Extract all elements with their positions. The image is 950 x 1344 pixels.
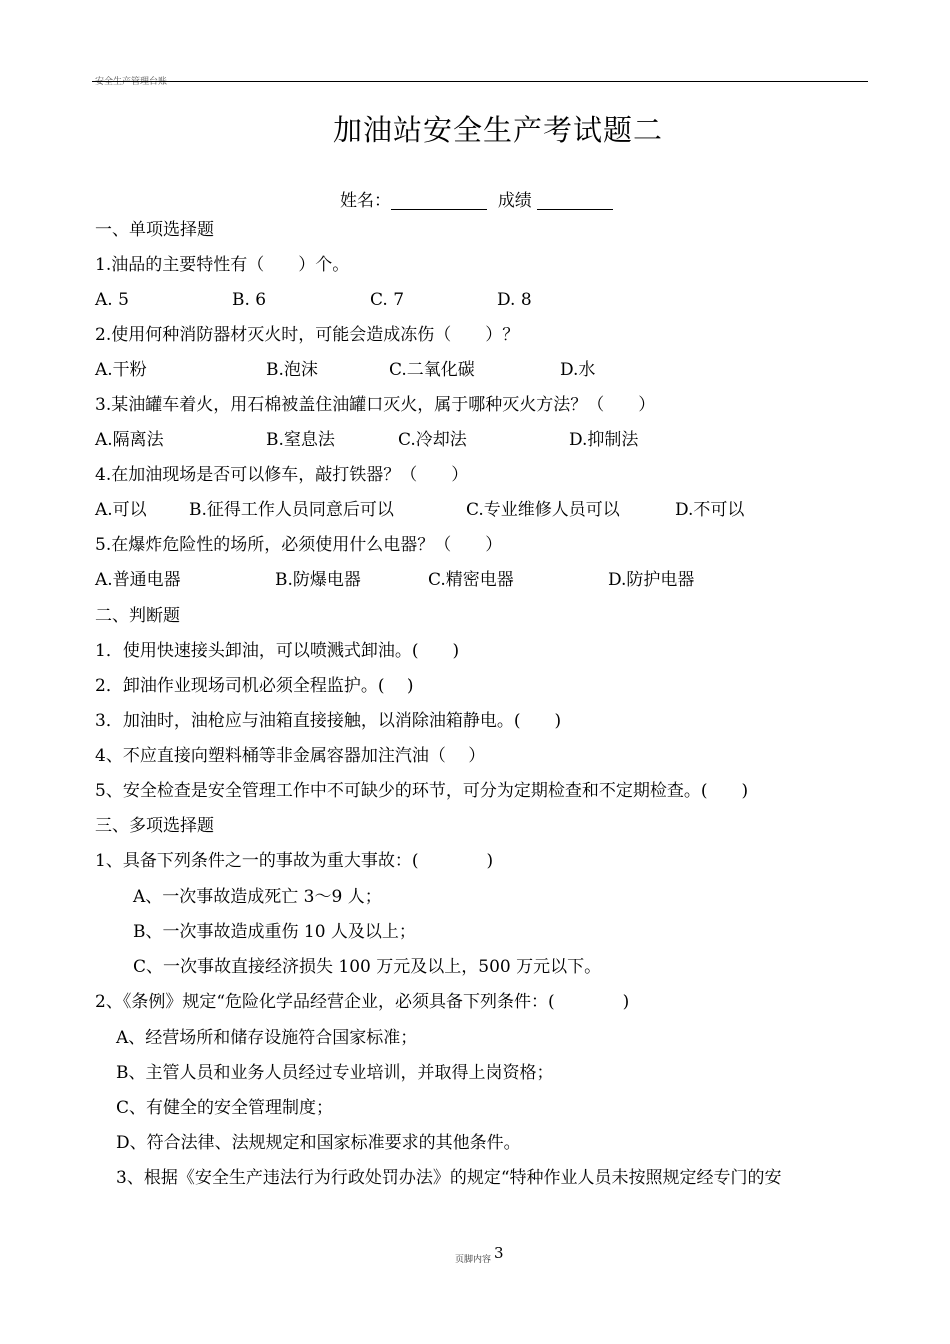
judge-item-4: 4、不应直接向塑料桶等非金属容器加注汽油（ ）	[95, 746, 486, 766]
question-3: 3.某油罐车着火，用石棉被盖住油罐口灭火，属于哪种灭火方法？（ ）	[95, 395, 656, 415]
section-heading-multiple-choice: 三、多项选择题	[95, 816, 214, 836]
q2-option-d: D.水	[560, 360, 596, 380]
q4-option-b: B.征得工作人员同意后可以	[189, 500, 394, 520]
q2-option-c: C.二氧化碳	[389, 360, 475, 380]
q2-option-a: A.干粉	[95, 360, 147, 380]
q1-option-c: C. 7	[370, 290, 405, 310]
score-label: 成绩	[497, 191, 532, 211]
section-heading-single-choice: 一、单项选择题	[95, 220, 214, 240]
multi-question-1: 1、具备下列条件之一的事故为重大事故：( )	[95, 851, 494, 871]
q3-option-c: C.冷却法	[398, 430, 467, 450]
running-header: 安全生产管理台账	[95, 77, 168, 87]
q4-option-d: D.不可以	[675, 500, 745, 520]
q4-option-a: A.可以	[95, 500, 147, 520]
page-number: 3	[494, 1244, 504, 1262]
multi-question-2: 2、《条例》规定“危险化学品经营企业，必须具备下列条件：( )	[95, 992, 630, 1012]
multi-question-3: 3、根据《安全生产违法行为行政处罚办法》的规定“特种作业人员未按照规定经专门的安	[116, 1168, 782, 1188]
q1-option-b: B. 6	[232, 290, 267, 310]
q5-option-d: D.防护电器	[608, 570, 695, 590]
q1-option-d: D. 8	[497, 290, 532, 310]
score-blank	[537, 191, 613, 210]
multi1-option-c: C、一次事故直接经济损失 100 万元及以上，500 万元以下。	[133, 957, 602, 977]
name-score-line	[340, 186, 613, 211]
section-heading-true-false: 二、判断题	[95, 606, 180, 626]
multi2-option-a: A、经营场所和储存设施符合国家标准；	[116, 1028, 418, 1048]
judge-item-5: 5、安全检查是安全管理工作中不可缺少的环节，可分为定期检查和不定期检查。( )	[95, 781, 749, 801]
q5-option-b: B.防爆电器	[275, 570, 361, 590]
judge-item-2: 2．卸油作业现场司机必须全程监护。( )	[95, 676, 414, 696]
judge-item-1: 1．使用快速接头卸油，可以喷溅式卸油。( )	[95, 641, 460, 661]
multi1-option-a: A、一次事故造成死亡 3～9 人；	[133, 887, 382, 907]
multi2-option-d: D、符合法律、法规规定和国家标准要求的其他条件。	[116, 1133, 521, 1153]
q3-option-b: B.窒息法	[266, 430, 335, 450]
judge-item-3: 3．加油时，油枪应与油箱直接接触，以消除油箱静电。( )	[95, 711, 562, 731]
multi2-option-c: C、有健全的安全管理制度；	[116, 1098, 334, 1118]
footer-text: 页脚内容	[455, 1255, 492, 1265]
page-title: 加油站安全生产考试题二	[332, 113, 663, 147]
multi1-option-b: B、一次事故造成重伤 10 人及以上；	[133, 922, 416, 942]
q2-option-b: B.泡沫	[266, 360, 318, 380]
q5-option-a: A.普通电器	[95, 570, 181, 590]
q1-option-a: A. 5	[95, 290, 129, 310]
question-1: 1.油品的主要特性有（ ）个。	[95, 255, 350, 275]
name-label: 姓名：	[340, 191, 391, 211]
question-4: 4.在加油现场是否可以修车，敲打铁器？（ ）	[95, 465, 469, 485]
name-blank	[391, 191, 487, 210]
q3-option-d: D.抑制法	[569, 430, 639, 450]
question-2: 2.使用何种消防器材灭火时，可能会造成冻伤（ ）？	[95, 325, 520, 345]
header-rule	[92, 81, 868, 82]
multi2-option-b: B、主管人员和业务人员经过专业培训，并取得上岗资格；	[116, 1063, 554, 1083]
q3-option-a: A.隔离法	[95, 430, 164, 450]
q5-option-c: C.精密电器	[428, 570, 514, 590]
question-5: 5.在爆炸危险性的场所，必须使用什么电器？（ ）	[95, 535, 503, 555]
q4-option-c: C.专业维修人员可以	[466, 500, 620, 520]
